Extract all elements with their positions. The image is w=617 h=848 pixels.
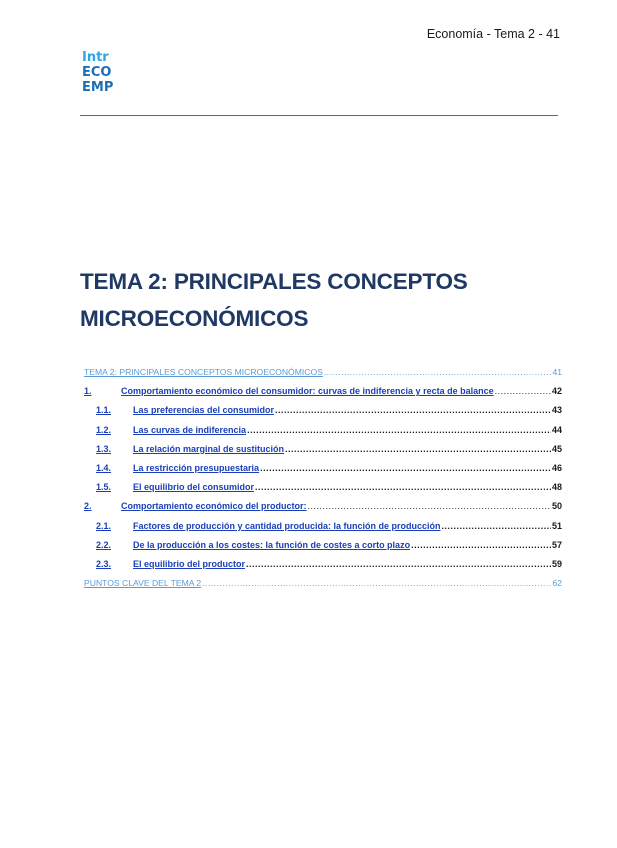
toc-entry-tema-2[interactable]: [84, 367, 562, 386]
toc-entry-2[interactable]: [84, 501, 562, 520]
toc-leader-dots: [246, 559, 551, 569]
toc-leader-dots: [275, 405, 551, 415]
toc-entry-number[interactable]: 2.: [84, 501, 92, 512]
toc-leader-dots: [247, 425, 551, 435]
toc-entry-number[interactable]: 2.1.: [96, 520, 112, 531]
toc-page-number: 44: [551, 424, 562, 435]
toc-page-number: 57: [551, 539, 562, 550]
toc-leader-dots: [285, 444, 551, 454]
toc-entry-number[interactable]: 1.1.: [96, 405, 112, 416]
toc-page-number: 45: [551, 443, 562, 454]
toc-entry-label[interactable]: El equilibrio del productor: [133, 558, 246, 569]
toc-entry-label[interactable]: De la producción a los costes: la función de costes a corto plazo: [133, 539, 411, 550]
toc-entry-1[interactable]: [84, 386, 562, 405]
logo-line-emp: EMP: [82, 80, 114, 95]
toc-leader-dots: [495, 386, 551, 396]
toc-entry-1-3[interactable]: [84, 444, 562, 463]
logo-line-intr: Intr: [82, 50, 109, 65]
toc-entry-1-1[interactable]: [84, 405, 562, 424]
toc-entry-2-2[interactable]: [84, 540, 562, 559]
toc-leader-dots: [260, 463, 551, 473]
toc-entry-label[interactable]: La relación marginal de sustitución: [133, 443, 285, 454]
toc-page-number: 48: [551, 482, 562, 493]
header-divider: [80, 115, 558, 116]
toc-page-number: 51: [551, 520, 562, 531]
toc-entry-number[interactable]: 1.4.: [96, 462, 112, 473]
toc-page-number: 59: [551, 558, 562, 569]
toc-leader-dots: [255, 482, 551, 492]
toc-leader-dots: [308, 501, 551, 511]
toc-entry-label[interactable]: Comportamiento económico del productor:: [121, 501, 307, 512]
toc-entry-2-3[interactable]: [84, 559, 562, 578]
toc-entry-label[interactable]: TEMA 2: PRINCIPALES CONCEPTOS MICROECONÓMICOS: [84, 367, 323, 377]
toc-entry-label[interactable]: Comportamiento económico del consumidor: curvas de indiferencia y recta de balance: [121, 386, 494, 397]
toc-page-number: 41: [552, 367, 562, 377]
toc-entry-1-5[interactable]: [84, 482, 562, 501]
toc-entry-number[interactable]: 1.3.: [96, 443, 112, 454]
toc-entry-label[interactable]: PUNTOS CLAVE DEL TEMA 2: [84, 578, 202, 589]
toc-entry-number[interactable]: 1.5.: [96, 482, 112, 493]
toc-entry-1-4[interactable]: [84, 463, 562, 482]
table-of-contents: [84, 367, 562, 597]
toc-entry-label[interactable]: Factores de producción y cantidad producida: la función de producción: [133, 520, 441, 531]
toc-entry-2-1[interactable]: [84, 521, 562, 540]
toc-entry-number[interactable]: 2.3.: [96, 558, 112, 569]
toc-entry-number[interactable]: 1.2.: [96, 424, 112, 435]
toc-entry-label[interactable]: El equilibrio del consumidor: [133, 482, 255, 493]
page-header-label: Economía - Tema 2 - 41: [426, 27, 560, 41]
toc-page-number: 62: [552, 578, 562, 589]
toc-leader-dots: [411, 540, 551, 550]
toc-entry-label[interactable]: Las preferencias del consumidor: [133, 405, 275, 416]
toc-entry-puntos-clave[interactable]: [84, 578, 562, 597]
toc-page-number: 43: [551, 405, 562, 416]
toc-page-number: 42: [551, 386, 562, 397]
toc-entry-number[interactable]: 1.: [84, 386, 92, 397]
intreco-logo: [82, 50, 113, 95]
toc-entry-number[interactable]: 2.2.: [96, 539, 112, 550]
toc-entry-1-2[interactable]: [84, 425, 562, 444]
document-title: TEMA 2: PRINCIPALES CONCEPTOS MICROECONÓMICOS: [80, 269, 468, 331]
toc-page-number: 46: [551, 462, 562, 473]
toc-leader-dots: [324, 367, 552, 377]
toc-entry-label[interactable]: La restricción presupuestaria: [133, 462, 260, 473]
toc-leader-dots: [442, 521, 551, 531]
toc-page-number: 50: [551, 501, 562, 512]
toc-leader-dots: [202, 578, 551, 588]
toc-entry-label[interactable]: Las curvas de indiferencia: [133, 424, 247, 435]
logo-line-eco: ECO: [82, 65, 112, 80]
